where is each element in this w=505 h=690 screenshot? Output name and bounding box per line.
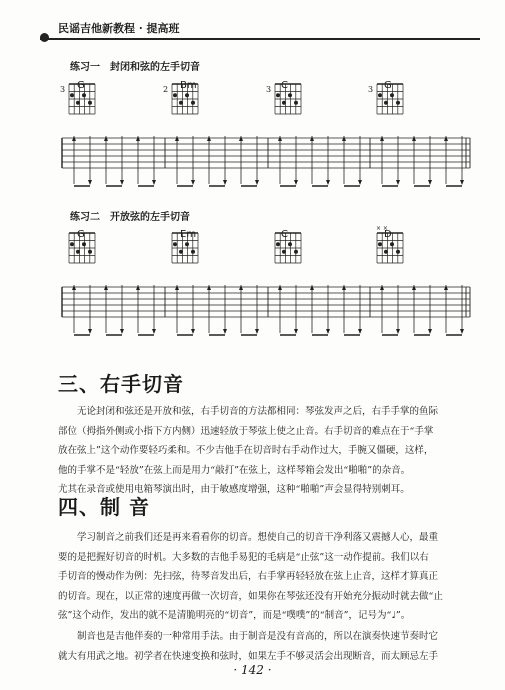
ex1-up-arrow bbox=[444, 136, 448, 141]
ex2-finger-dot bbox=[288, 242, 292, 246]
s4-line-4: 的切音。现在，以正常的速度再做一次切音，如果你在琴弦还没有开始充分振动时就去做“止 bbox=[58, 590, 443, 602]
ex2-finger-dot bbox=[390, 242, 394, 246]
ex2-down-arrow bbox=[88, 329, 92, 334]
exercise1-notation bbox=[60, 84, 470, 186]
ex1-down-arrow bbox=[460, 180, 464, 185]
ex2-finger-dot bbox=[378, 242, 382, 246]
ex1-down-arrow bbox=[88, 180, 92, 185]
ex1-fret-mark: 3 bbox=[266, 85, 272, 94]
book-title: 民谣吉他新教程 · 提高班 bbox=[58, 22, 180, 35]
ex2-up-arrow bbox=[444, 285, 448, 290]
ex2-finger-dot bbox=[191, 250, 195, 254]
ex1-chord-3: C bbox=[281, 80, 288, 91]
exercise2-number: 练习二 bbox=[70, 212, 100, 223]
ex1-finger-dot bbox=[185, 93, 189, 97]
ex1-chord-4: G bbox=[384, 80, 392, 91]
ex2-up-arrow bbox=[342, 285, 346, 290]
s3-line-1: 无论封闭和弦还是开放和弦，右手切音的方法都相同：琴弦发声之后，右手手掌的鱼际 bbox=[77, 406, 439, 417]
ex1-up-arrow bbox=[380, 136, 384, 141]
ex1-up-arrow bbox=[278, 136, 282, 141]
ex1-finger-dot bbox=[76, 101, 80, 105]
ex1-down-arrow bbox=[223, 180, 227, 185]
ex1-up-arrow bbox=[207, 136, 211, 141]
ex1-finger-dot bbox=[82, 93, 86, 97]
ex2-finger-dot bbox=[384, 250, 388, 254]
s4-p2-line-1: 制音也是吉他伴奏的一种常用手法。由于制音是没有音高的，所以在演奏快速节奏时它 bbox=[77, 631, 439, 642]
s3-line-2: 部位（拇指外侧或小指下方内侧）迅速轻放于琴弦上使之止音。右手切音的难点在于“手掌 bbox=[58, 425, 434, 437]
ex1-up-arrow bbox=[239, 136, 243, 141]
ex2-up-arrow bbox=[239, 285, 243, 290]
s4-line-5: 弦”这个动作，发出的就不是清脆明亮的“切音”，而是“噗噗”的“制音”，记号为“♩”。 bbox=[58, 610, 411, 622]
ex1-finger-dot bbox=[282, 101, 286, 105]
ex1-down-arrow bbox=[326, 180, 330, 185]
ex1-finger-dot bbox=[396, 101, 400, 105]
ex2-finger-dot bbox=[276, 242, 280, 246]
ex1-finger-dot bbox=[173, 93, 177, 97]
ex1-fret-mark: 3 bbox=[368, 85, 374, 94]
ex2-up-arrow bbox=[380, 285, 384, 290]
section4-paragraph-2 bbox=[58, 627, 478, 666]
ex1-up-arrow bbox=[175, 136, 179, 141]
ex2-finger-dot bbox=[185, 242, 189, 246]
exercise1-number: 练习一 bbox=[70, 62, 100, 73]
ex2-down-arrow bbox=[428, 329, 432, 334]
ex1-up-arrow bbox=[136, 136, 140, 141]
s3-line-3: 放在弦上”这个动作要轻巧柔和。不少吉他手在切音时右手动作过大，手腕又僵硬，这样， bbox=[58, 445, 434, 457]
s3-line-4: 他的手掌不是“轻放”在弦上而是用力“敲打”在弦上，这样琴箱会发出“啪啪”的杂音。 bbox=[58, 464, 411, 476]
ex2-finger-dot bbox=[88, 250, 92, 254]
ex2-finger-dot bbox=[82, 242, 86, 246]
exercise2-notation bbox=[62, 225, 470, 335]
ex1-down-arrow bbox=[396, 180, 400, 185]
ex2-up-arrow bbox=[278, 285, 282, 290]
ex1-finger-dot bbox=[88, 101, 92, 105]
ex1-chord-1: G bbox=[77, 80, 85, 91]
ex1-down-arrow bbox=[294, 180, 298, 185]
ex1-up-arrow bbox=[310, 136, 314, 141]
ex1-down-arrow bbox=[120, 180, 124, 185]
ex1-finger-dot bbox=[179, 101, 183, 105]
ex2-open-mark: × × bbox=[376, 225, 388, 232]
s4-p2-line-2: 就大有用武之地。初学者在快速变换和弦时，如果左手不够灵活会出现断音，而太顾忌左手 bbox=[58, 650, 439, 662]
s4-line-2: 要的是把握好切音的时机。大多数的吉他手易犯的毛病是“止弦”这一动作提前。我们以右 bbox=[58, 551, 429, 563]
ex1-up-arrow bbox=[412, 136, 416, 141]
ex2-up-arrow bbox=[136, 285, 140, 290]
section3-heading: 三、右手切音 bbox=[58, 372, 184, 396]
exercise1-text: 封闭和弦的左手切音 bbox=[110, 62, 200, 73]
ex1-fret-mark: 3 bbox=[60, 85, 66, 94]
section3-paragraph bbox=[58, 402, 478, 500]
ex1-finger-dot bbox=[294, 101, 298, 105]
ex1-finger-dot bbox=[384, 101, 388, 105]
ex1-finger-dot bbox=[70, 93, 74, 97]
ex2-down-arrow bbox=[152, 329, 156, 334]
ex2-finger-dot bbox=[294, 250, 298, 254]
ex2-down-arrow bbox=[223, 329, 227, 334]
ex2-chord-3: C bbox=[281, 229, 288, 240]
ex1-up-arrow bbox=[104, 136, 108, 141]
ex1-finger-dot bbox=[276, 93, 280, 97]
page-number: · 142 · bbox=[233, 663, 272, 677]
ex2-chord-1: G bbox=[77, 229, 85, 240]
ex1-fret-mark: 2 bbox=[163, 85, 169, 94]
ex2-down-arrow bbox=[326, 329, 330, 334]
ex2-finger-dot bbox=[396, 250, 400, 254]
ex1-down-arrow bbox=[358, 180, 362, 185]
section4-heading: 四、制 音 bbox=[58, 495, 150, 519]
ex1-down-arrow bbox=[428, 180, 432, 185]
ex2-down-arrow bbox=[358, 329, 362, 334]
section4-paragraph-1 bbox=[58, 528, 478, 626]
exercise2-text: 开放弦的左手切音 bbox=[110, 212, 190, 223]
ex1-down-arrow bbox=[255, 180, 259, 185]
ex1-up-arrow bbox=[72, 136, 76, 141]
ex2-chord-4: D bbox=[384, 229, 392, 240]
ex2-up-arrow bbox=[175, 285, 179, 290]
ex1-up-arrow bbox=[342, 136, 346, 141]
ex1-chord-2: Bm bbox=[180, 80, 197, 91]
ex2-down-arrow bbox=[255, 329, 259, 334]
ex1-finger-dot bbox=[288, 93, 292, 97]
ex1-down-arrow bbox=[152, 180, 156, 185]
ex1-finger-dot bbox=[191, 101, 195, 105]
ex2-down-arrow bbox=[294, 329, 298, 334]
ex2-down-arrow bbox=[120, 329, 124, 334]
ex2-up-arrow bbox=[207, 285, 211, 290]
ex1-finger-dot bbox=[390, 93, 394, 97]
ex2-finger-dot bbox=[179, 250, 183, 254]
ex2-up-arrow bbox=[412, 285, 416, 290]
ex2-chord-2: Em bbox=[180, 229, 197, 240]
ex2-finger-dot bbox=[173, 242, 177, 246]
ex2-finger-dot bbox=[76, 250, 80, 254]
ex2-finger-dot bbox=[282, 250, 286, 254]
ex2-down-arrow bbox=[191, 329, 195, 334]
s3-line-5: 尤其在录音或使用电箱琴演出时，由于敏感度增强，这种“啪啪”声会显得特别刺耳。 bbox=[58, 484, 410, 496]
s4-line-3: 手切音的慢动作为例：先扫弦，待琴音发出后，右手掌再轻轻放在弦上止音，这样才算真正 bbox=[58, 571, 439, 583]
s4-line-1: 学习制音之前我们还是再来看看你的切音。想使自己的切音干净利落又震撼人心，最重 bbox=[77, 532, 439, 543]
ex2-down-arrow bbox=[460, 329, 464, 334]
ex2-up-arrow bbox=[72, 285, 76, 290]
ex2-finger-dot bbox=[70, 242, 74, 246]
ex1-finger-dot bbox=[378, 93, 382, 97]
ex2-up-arrow bbox=[310, 285, 314, 290]
ex1-down-arrow bbox=[191, 180, 195, 185]
ex2-up-arrow bbox=[104, 285, 108, 290]
ex2-down-arrow bbox=[396, 329, 400, 334]
